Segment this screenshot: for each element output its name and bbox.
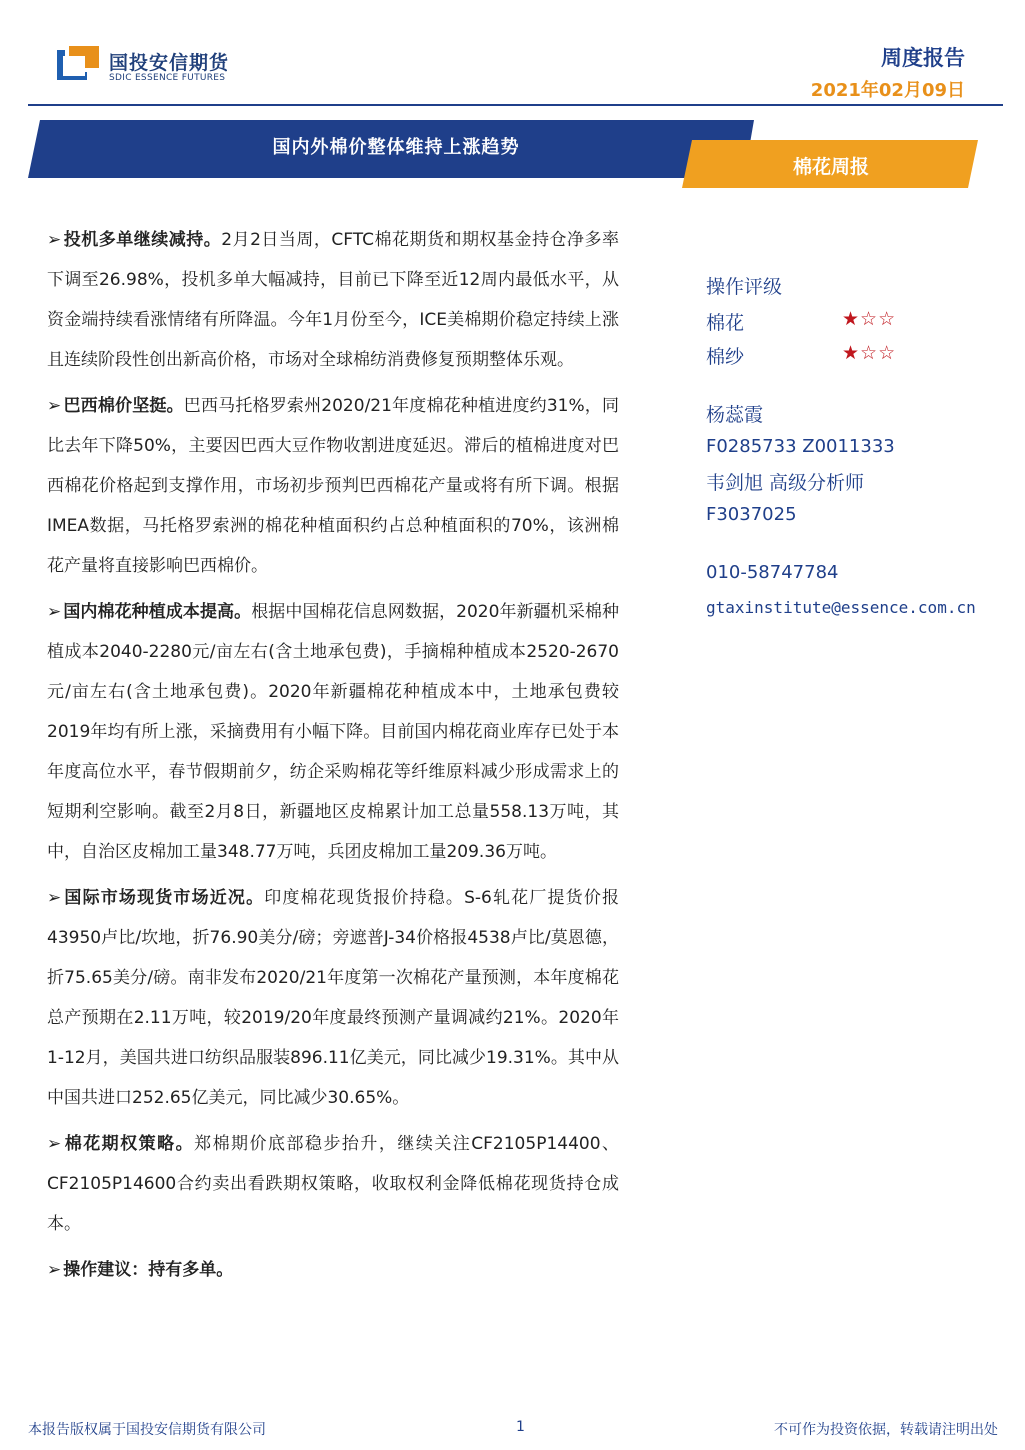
footer-disclaimer: 不可作为投资依据，转载请注明出处 <box>774 1422 998 1438</box>
paragraph-text: 巴西马托格罗索州2020/21年度棉花种植进度约31%，同比去年下降50%，主要因巴西大豆作物收割进度延迟。滞后的植棉进度对巴西棉花价格起到支撑作用，市场初步预判巴西棉花产量或将有所下调。根据IMEA数据，马托格罗索洲的棉花种植面积约占总种植面积的70%，该洲棉花产量将直接影响巴西棉价。 <box>47 396 619 576</box>
report-body <box>47 220 619 1296</box>
report-type: 周度报告 <box>881 46 965 70</box>
paragraph-heading: 国际市场现货市场近况。 <box>63 888 265 908</box>
report-date: 2021年02月09日 <box>810 80 965 101</box>
paragraph-heading: 棉花期权策略。 <box>63 1134 195 1154</box>
footer-page-number: 1 <box>516 1419 525 1435</box>
analyst2-id: F3037025 <box>706 504 797 525</box>
paragraph-heading: 投机多单继续减持。 <box>63 230 222 250</box>
analyst2-name: 韦剑旭 高级分析师 <box>706 472 865 494</box>
paragraph-text: 根据中国棉花信息网数据，2020年新疆机采棉种植成本2040-2280元/亩左右(含土地承包费)，手摘棉种植成本2520-2670元/亩左右(含土地承包费)。2020年新疆棉花种植成本中，土地承包费较2019年均有所上涨，采摘费用有小幅下降。目前国内棉花商业库存已处于本年度高位水平，春节假期前夕，纺企采购棉花等纤维原料减少形成需求上的短期利空影响。截至2月8日，新疆地区皮棉累计加工总量558.13万吨，其中，自治区皮棉加工量348.77万吨，兵团皮棉加工量209.36万吨。 <box>47 602 620 862</box>
logo-english-name: SDIC ESSENCE FUTURES <box>109 73 226 83</box>
footer-copyright: 本报告版权属于国投安信期货有限公司 <box>28 1422 266 1438</box>
bullet-icon: ➢ <box>47 888 62 908</box>
paragraph-option-strategy <box>47 1124 619 1244</box>
rating-name-cotton: 棉花 <box>706 312 745 334</box>
paragraph-brazil-cotton <box>47 386 619 586</box>
header-divider <box>28 104 1003 106</box>
paragraph-text: 2月2日当周，CFTC棉花期货和期权基金持仓净多率下调至26.98%，投机多单大幅减持，目前已下降至近12周内最低水平，从资金端持续看涨情绪有所降温。今年1月份至今，ICE美棉期价稳定持续上涨且连续阶段性创出新高价格，市场对全球棉纺消费修复预期整体乐观。 <box>47 230 619 370</box>
paragraph-heading: 操作建议：持有多单。 <box>63 1260 234 1280</box>
paragraph-domestic-cost <box>47 592 619 872</box>
paragraph-text: 郑棉期价底部稳步抬升，继续关注CF2105P14400、CF2105P14600合约卖出看跌期权策略，收取权利金降低棉花现货持仓成本。 <box>47 1134 620 1234</box>
bullet-icon: ➢ <box>47 230 62 250</box>
paragraph-international-spot <box>47 878 619 1118</box>
paragraph-text: 印度棉花现货报价持稳。S-6轧花厂提货价报43950卢比/坎地，折76.90美分/磅；旁遮普J-34价格报4538卢比/莫恩德，折75.65美分/磅。南非发布2020/21年度第一次棉花产量预测，本年度棉花总产预期在2.11万吨，较2019/20年度最终预测产量调减约21%。2020年1-12月，美国共进口纺织品服装896.11亿美元，同比减少19.31%。其中从中国共进口252.65亿美元，同比减少30.65%。 <box>47 888 619 1108</box>
analyst1-ids: F0285733 Z0011333 <box>706 436 895 457</box>
bullet-icon: ➢ <box>47 1134 62 1154</box>
rating-title: 操作评级 <box>706 276 783 298</box>
paragraph-heading: 国内棉花种植成本提高。 <box>63 602 252 622</box>
paragraph-operation-advice <box>47 1250 619 1290</box>
company-logo <box>57 44 237 90</box>
contact-phone: 010-58747784 <box>706 562 839 583</box>
bullet-icon: ➢ <box>47 1260 62 1280</box>
rating-name-yarn: 棉纱 <box>706 346 745 368</box>
paragraph-speculative-longs <box>47 220 619 380</box>
bullet-icon: ➢ <box>47 396 62 416</box>
category-tag: 棉花周报 <box>792 156 869 178</box>
rating-stars-cotton: ★☆☆ <box>842 308 897 330</box>
bullet-icon: ➢ <box>47 602 62 622</box>
logo-chinese-name: 国投安信期货 <box>109 52 230 74</box>
paragraph-heading: 巴西棉价坚挺。 <box>63 396 184 416</box>
rating-stars-yarn: ★☆☆ <box>842 342 897 364</box>
contact-email: gtaxinstitute@essence.com.cn <box>706 598 976 617</box>
report-title: 国内外棉价整体维持上涨趋势 <box>272 137 520 158</box>
analyst1-name: 杨蕊霞 <box>706 404 764 426</box>
logo-mark-icon <box>57 44 101 84</box>
